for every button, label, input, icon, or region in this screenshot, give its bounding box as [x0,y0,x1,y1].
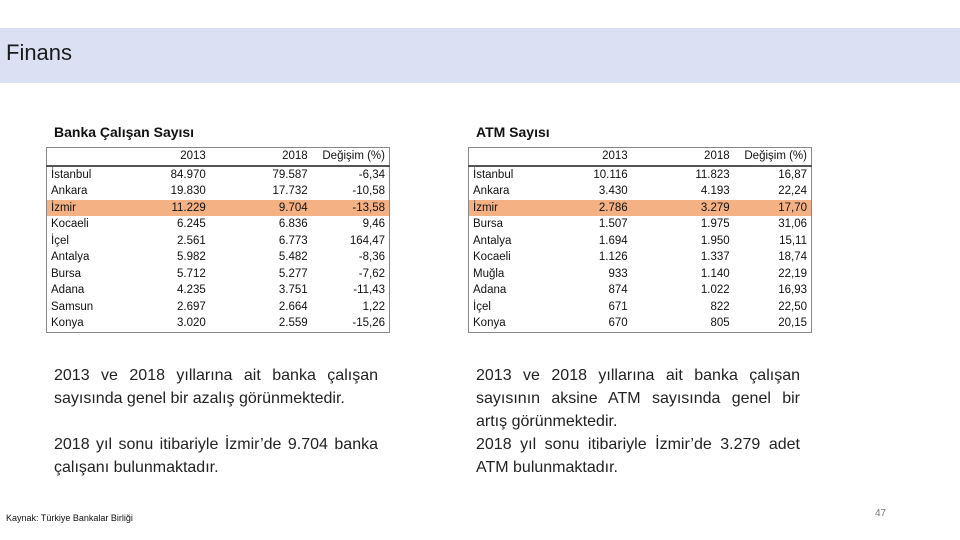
value-cell: 805 [710,317,730,329]
value-cell: 1.975 [700,218,730,230]
value-cell: 79.587 [272,168,308,181]
value-cell: 19.830 [170,185,206,197]
value-cell: 4.193 [700,185,730,197]
table-row [469,233,812,250]
city-cell: İzmir [469,200,547,217]
value-cell: 6.836 [278,218,308,230]
city-cell: Kocaeli [51,218,89,230]
city-cell: Bursa [473,218,504,230]
column-header-2013: 2013 [546,148,632,166]
city-cell: Adana [51,284,85,296]
city-cell: Muğla [473,267,505,280]
table-row [47,216,390,233]
value-cell: 3.751 [278,284,308,296]
table-row [469,299,812,316]
city-cell: Kocaeli [473,251,511,263]
value-cell: 5.712 [177,267,206,280]
table-row [47,266,390,283]
value-cell: 6.773 [278,234,308,247]
value-cell: 2.697 [177,300,206,313]
header-band [0,28,960,83]
table-row [47,200,390,217]
change-cell: -6,34 [358,168,385,181]
atm-count-table [468,147,812,333]
value-cell: 3.020 [177,317,206,329]
bank-table-title: Banka Çalışan Sayısı [54,124,195,140]
city-cell: İstanbul [473,168,514,181]
value-cell: 822 [710,300,730,313]
change-cell: 16,87 [778,168,807,181]
value-cell: 1.022 [700,284,730,296]
change-cell: -13,58 [312,200,390,217]
city-cell: Antalya [473,234,512,247]
table-row [469,315,812,332]
change-cell: 22,50 [778,300,807,313]
value-cell: 5.482 [278,251,308,263]
value-cell: 9.704 [210,200,312,217]
change-cell: -8,36 [358,251,385,263]
table-header-row [47,148,390,166]
atm-table-body [469,166,812,333]
change-cell: 9,46 [362,218,385,230]
city-cell: Ankara [473,185,510,197]
value-cell: 5.277 [278,267,308,280]
page-title: Finans [6,40,73,65]
value-cell: 10.116 [593,168,628,181]
table-row [469,216,812,233]
change-cell: 17,70 [734,200,812,217]
value-cell: 6.245 [177,218,206,230]
value-cell: 2.561 [177,234,206,247]
value-cell: 17.732 [272,185,308,197]
table-row [469,166,812,184]
source-note: Kaynak: Türkiye Bankalar Birliği [6,513,133,523]
value-cell: 2.786 [546,200,632,217]
change-cell: 20,15 [778,317,807,329]
value-cell: 671 [608,300,628,313]
table-row [47,249,390,266]
change-cell: -15,26 [352,317,385,329]
table-row [47,299,390,316]
table-row [47,282,390,299]
value-cell: 670 [608,317,628,329]
value-cell: 874 [608,284,628,296]
atm-description-p1: 2013 ve 2018 yıllarına ait banka çalışan sayısının aksine ATM sayısında genel bir artış görünmektedir. [476,367,800,430]
value-cell: 11.229 [124,200,210,217]
value-cell: 1.950 [700,234,730,247]
bank-description [54,364,378,479]
table-row [469,266,812,283]
city-cell: İstanbul [51,168,92,181]
bank-description-p2: 2018 yıl sonu itibariyle İzmir’de 9.704 banka çalışanı bulunmaktadır. [54,436,378,476]
change-cell: 22,24 [778,185,807,197]
value-cell: 1.140 [700,267,730,280]
city-cell: İzmir [47,200,125,217]
value-cell: 1.337 [700,251,730,263]
city-cell: Konya [51,317,84,329]
value-cell: 2.559 [278,317,308,329]
value-cell: 5.982 [177,251,206,263]
change-cell: -11,43 [353,284,385,296]
city-cell: Samsun [51,300,94,313]
table-row [47,233,390,250]
change-cell: 18,74 [778,251,807,263]
value-cell: 933 [608,267,628,280]
bank-description-p1: 2013 ve 2018 yıllarına ait banka çalışan sayısında genel bir azalış görünmektedir. [54,367,378,407]
column-header-city [47,148,125,166]
change-cell: 22,19 [778,267,807,280]
value-cell: 1.694 [598,234,628,247]
value-cell: 84.970 [170,168,206,181]
column-header-2018: 2018 [210,148,312,166]
page-number: 47 [875,508,887,519]
value-cell: 1.507 [598,218,628,230]
value-cell: 4.235 [177,284,206,296]
city-cell: İçel [51,234,69,247]
change-cell: 1,22 [362,300,385,313]
change-cell: 15,11 [779,234,807,247]
atm-table-title: ATM Sayısı [476,124,550,140]
city-cell: İçel [473,300,491,313]
change-cell: 16,93 [778,284,807,296]
value-cell: 3.430 [598,185,628,197]
table-row [469,282,812,299]
table-header-row [469,148,812,166]
change-cell: -7,62 [358,267,385,280]
change-cell: -10,58 [352,185,385,197]
city-cell: Adana [473,284,507,296]
atm-description [476,364,800,479]
table-row [469,200,812,217]
bank-table-body [47,166,390,333]
table-row [47,183,390,200]
change-cell: 164,47 [349,234,385,247]
bank-employee-table [46,147,390,333]
value-cell: 3.279 [632,200,734,217]
city-cell: Antalya [51,251,90,263]
atm-description-p2: 2018 yıl sonu itibariyle İzmir’de 3.279 adet ATM bulunmaktadır. [476,436,800,476]
table-row [47,315,390,332]
change-cell: 31,06 [778,218,807,230]
city-cell: Ankara [51,185,88,197]
value-cell: 2.664 [278,300,308,313]
value-cell: 11.823 [695,168,730,181]
city-cell: Konya [473,317,506,329]
column-header-city [469,148,547,166]
column-header-change: Değişim (%) [312,148,390,166]
table-row [47,166,390,184]
value-cell: 1.126 [598,251,628,263]
column-header-2018: 2018 [632,148,734,166]
column-header-2013: 2013 [124,148,210,166]
column-header-change: Değişim (%) [734,148,812,166]
table-row [469,249,812,266]
city-cell: Bursa [51,267,82,280]
table-row [469,183,812,200]
